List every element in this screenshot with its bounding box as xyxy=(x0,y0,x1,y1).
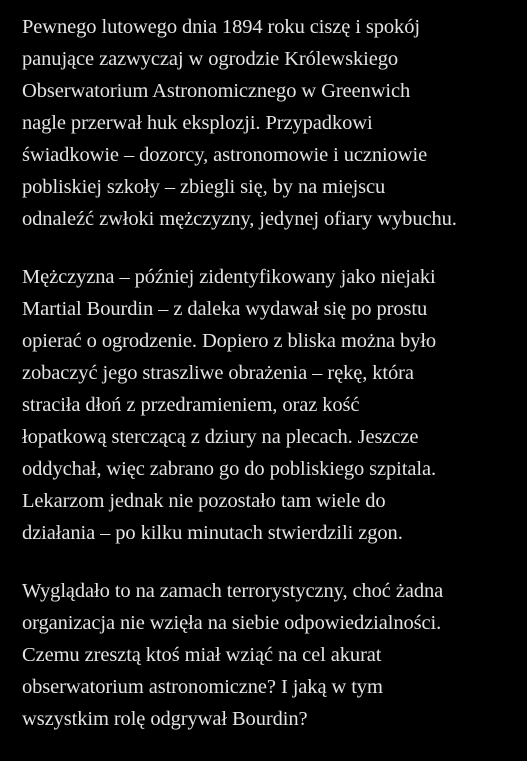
text-line: zobaczyć jego straszliwe obrażenia – rękę, która xyxy=(22,362,414,384)
text-line: panujące zazwyczaj w ogrodzie Królewskiego xyxy=(22,48,399,70)
text-line: świadkowie – dozorcy, astronomowie i uczniowie xyxy=(22,144,428,166)
text-line: łopatkową sterczącą z dziury na plecach. Jeszcze xyxy=(22,426,419,448)
text-line: Mężczyzna – później zidentyfikowany jako niejaki xyxy=(22,266,436,288)
text-line: straciła dłoń z przedramieniem, oraz kość xyxy=(22,394,360,416)
text-line: Martial Bourdin – z daleka wydawał się po prostu xyxy=(22,298,428,320)
text-line: Lekarzom jednak nie pozostało tam wiele do xyxy=(22,490,386,512)
text-line: Czemu zresztą ktoś miał wziąć na cel akurat xyxy=(22,644,382,666)
text-line: działania – po kilku minutach stwierdzili zgon. xyxy=(22,522,403,544)
text-line: opierać o ogrodzenie. Dopiero z bliska można było xyxy=(22,330,437,352)
text-line: nagle przerwał huk eksplozji. Przypadkowi xyxy=(22,112,373,134)
text-line: Obserwatorium Astronomicznego w Greenwich xyxy=(22,80,411,102)
text-line: pobliskiej szkoły – zbiegli się, by na miejscu xyxy=(22,176,386,198)
text-line: wszystkim rolę odgrywał Bourdin? xyxy=(22,708,308,730)
paragraph-1 xyxy=(22,11,522,235)
text-line: Wyglądało to na zamach terrorystyczny, choć żadna xyxy=(22,580,444,602)
text-line: Pewnego lutowego dnia 1894 roku ciszę i spokój xyxy=(22,16,420,38)
paragraph-2 xyxy=(22,261,522,549)
article-body xyxy=(22,11,522,761)
text-line: oddychał, więc zabrano go do pobliskiego szpitala. xyxy=(22,458,436,480)
text-line: obserwatorium astronomiczne? I jaką w tym xyxy=(22,676,383,698)
paragraph-3 xyxy=(22,575,522,735)
text-line: odnaleźć zwłoki mężczyzny, jedynej ofiary wybuchu. xyxy=(22,208,457,230)
text-line: organizacja nie wzięła na siebie odpowiedzialności. xyxy=(22,612,442,634)
